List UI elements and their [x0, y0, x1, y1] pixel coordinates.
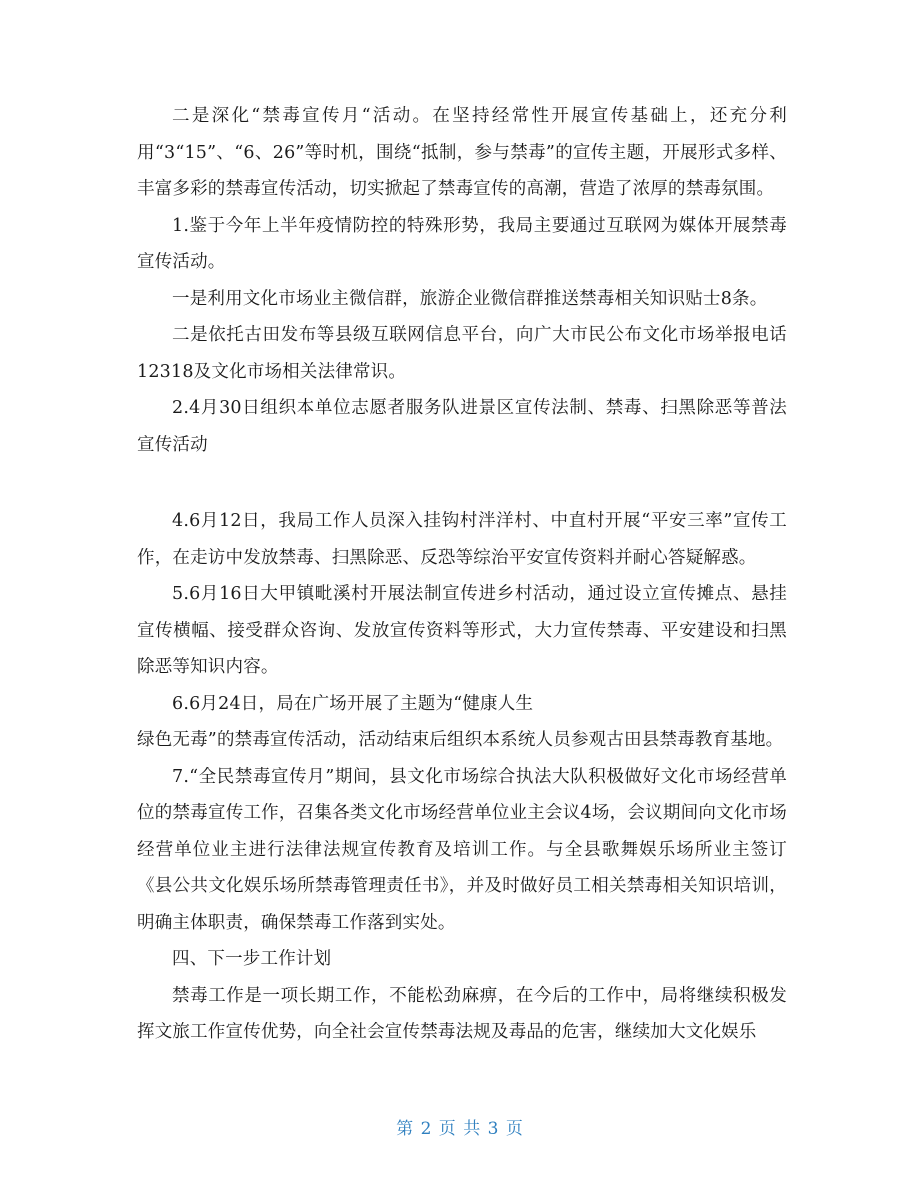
paragraph-internet-platform: 二是依托古田发布等县级互联网信息平台，向广大市民公布文化市场举报电话12318及文化市场相关法律常识。	[137, 325, 787, 382]
paragraph-next-plan: 禁毒工作是一项长期工作，不能松劲麻痹，在今后的工作中，局将继续积极发挥文旅工作宣传优势，向全社会宣传禁毒法规及毒品的危害，继续加大文化娱乐	[137, 985, 787, 1042]
paragraph-item-5: 5.6月16日大甲镇毗溪村开展法制宣传进乡村活动，通过设立宣传摊点、悬挂宣传横幅、接受群众咨询、发放宣传资料等形式，大力宣传禁毒、平安建设和扫黑除恶等知识内容。	[137, 584, 787, 677]
paragraph-item-7: 7.“全民禁毒宣传月”期间，县文化市场综合执法大队积极做好文化市场经营单位的禁毒宣传工作，召集各类文化市场经营单位业主会议4场，会议期间向文化市场经营单位业主进行法律法规宣传教育及培训工作。与全县歌舞娱乐场所业主签订《县公共文化娱乐场所禁毒管理责任书》，并及时做好员工相关禁毒相关知识培训，明确主体职责，确保禁毒工作落到实处。	[137, 766, 787, 933]
section-heading-next-plan: 四、下一步工作计划	[172, 949, 332, 969]
paragraph-gap	[137, 463, 787, 503]
paragraph-item-6-continued: 绿色无毒”的禁毒宣传活动，活动结束后组织本系统人员参观古田县禁毒教育基地。	[137, 730, 784, 750]
paragraph-item-4: 4.6月12日，我局工作人员深入挂钩村泮洋村、中直村开展“平安三率”宣传工作，在走访中发放禁毒、扫黑除恶、反恐等综治平安宣传资料并耐心答疑解惑。	[137, 511, 787, 568]
paragraph-item-1: 1.鉴于今年上半年疫情防控的特殊形势，我局主要通过互联网为媒体开展禁毒宣传活动。	[137, 215, 787, 272]
paragraph-anti-drug-month: 二是深化“禁毒宣传月“活动。在坚持经常性开展宣传基础上，还充分利用“3“15”、“6、26”等时机，围绕“抵制，参与禁毒”的宣传主题，开展形式多样、丰富多彩的禁毒宣传活动，切实掀起了禁毒宣传的高潮，营造了浓厚的禁毒氛围。	[137, 106, 787, 199]
paragraph-wechat-groups: 一是利用文化市场业主微信群，旅游企业微信群推送禁毒相关知识贴士8条。	[172, 288, 768, 309]
paragraph-item-2: 2.4月30日组织本单位志愿者服务队进景区宣传法制、禁毒、扫黑除恶等普法宣传活动	[137, 398, 787, 455]
page-number-footer: 第 2 页 共 3 页	[396, 1119, 524, 1139]
document-body	[137, 98, 787, 1051]
paragraph-item-6: 6.6月24日，局在广场开展了主题为“健康人生	[172, 693, 534, 714]
